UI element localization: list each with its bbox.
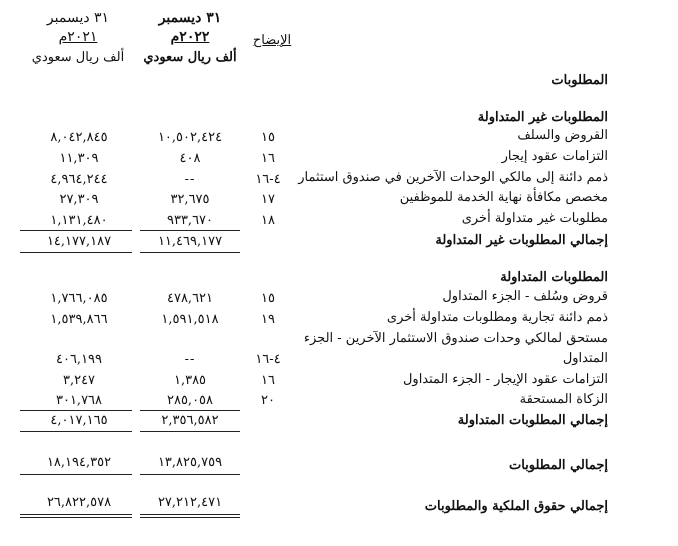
- row-value-2022: ٤٠٨: [179, 151, 201, 166]
- total-rule-2022: [140, 252, 240, 253]
- row-label-continued: المتداول: [562, 351, 608, 366]
- total-rule-2022: [140, 431, 240, 432]
- row-label: القروض والسلف: [517, 128, 608, 143]
- col-2022-year: ٢٠٢٢م: [170, 29, 210, 45]
- grand-total-label: إجمالي حقوق الملكية والمطلوبات: [424, 499, 608, 514]
- row-note: ١٦: [261, 151, 275, 166]
- non-current-total-2022: ١١,٤٦٩,١٧٧: [157, 234, 223, 249]
- row-value-2022: ٣٢,٦٧٥: [170, 192, 210, 207]
- row-value-2022: --: [184, 172, 196, 187]
- row-note: ١٥: [261, 291, 275, 306]
- col-2021-year: ٢٠٢١م: [58, 29, 98, 45]
- row-label: التزامات عقود إيجار: [501, 149, 608, 164]
- row-value-2022: --: [184, 352, 196, 367]
- grand-total-double-rule-2022: [140, 514, 240, 518]
- row-label: قروض وسُلف - الجزء المتداول: [442, 289, 608, 304]
- row-label: مطلوبات غير متداولة أخرى: [461, 211, 608, 226]
- row-note: ٤-١٦: [255, 172, 281, 187]
- col-2022-date: ٣١ ديسمبر: [158, 10, 222, 26]
- row-value-2021: ١١,٣٠٩: [59, 151, 99, 166]
- subtotal-rule-2021: [20, 410, 132, 411]
- col-2022-unit: ألف ريال سعودي: [143, 50, 237, 65]
- row-value-2022: ١,٥٩١,٥١٨: [161, 312, 219, 327]
- row-label: ذمم دائنة إلى مالكي الوحدات الآخرين في صندوق استثمار: [298, 170, 608, 185]
- row-value-2021: ٣٠١,٧٦٨: [55, 393, 103, 408]
- row-label: الزكاة المستحقة: [519, 392, 608, 407]
- row-value-2021: ٣,٢٤٧: [62, 373, 96, 388]
- row-value-2021: ١,٥٣٩,٨٦٦: [50, 312, 108, 327]
- subtotal-rule-2022: [140, 230, 240, 231]
- row-note: ١٦: [261, 373, 275, 388]
- row-label: ذمم دائنة تجارية ومطلوبات متداولة أخرى: [386, 310, 608, 325]
- col-2021-unit: ألف ريال سعودي: [31, 50, 125, 65]
- row-value-2022: ٩٣٣,٦٧٠: [166, 213, 214, 228]
- row-value-2022: ٢٨٥,٠٥٨: [166, 393, 214, 408]
- row-note: ١٥: [261, 130, 275, 145]
- total-liabilities-label: إجمالي المطلوبات: [508, 458, 608, 473]
- row-label: مخصص مكافأة نهاية الخدمة للموظفين: [399, 190, 608, 205]
- row-note: ١٩: [261, 312, 275, 327]
- grand-total-2021: ٢٦,٨٢٢,٥٧٨: [46, 495, 112, 510]
- current-heading: المطلوبات المتداولة: [500, 270, 608, 285]
- total-liabilities-rule-2021: [20, 474, 132, 475]
- row-value-2022: ١٠,٥٠٢,٤٢٤: [157, 130, 223, 145]
- grand-total-double-rule-2021: [20, 514, 132, 518]
- current-total-label: إجمالي المطلوبات المتداولة: [457, 413, 608, 428]
- total-liabilities-rule-2022: [140, 474, 240, 475]
- total-liabilities-2022: ١٣,٨٢٥,٧٥٩: [157, 455, 223, 470]
- row-value-2021: ١,١٣١,٤٨٠: [50, 213, 108, 228]
- subtotal-rule-2021: [20, 230, 132, 231]
- total-liabilities-2021: ١٨,١٩٤,٣٥٢: [46, 455, 112, 470]
- current-total-2021: ٤,٠١٧,١٦٥: [50, 413, 108, 428]
- col-2021-date: ٣١ ديسمبر: [46, 10, 110, 26]
- current-total-2022: ٢,٣٥٦,٥٨٢: [161, 413, 219, 428]
- row-value-2022: ٤٧٨,٦٢١: [166, 291, 214, 306]
- total-rule-2021: [20, 252, 132, 253]
- row-note: ٢٠: [261, 393, 275, 408]
- note-header: الإيضاح: [252, 33, 292, 48]
- non-current-total-2021: ١٤,١٧٧,١٨٧: [46, 234, 112, 249]
- non-current-heading: المطلوبات غير المتداولة: [477, 110, 608, 125]
- row-value-2021: ٤٠٦,١٩٩: [55, 352, 103, 367]
- subtotal-rule-2022: [140, 410, 240, 411]
- row-value-2022: ١,٣٨٥: [173, 373, 207, 388]
- total-rule-2021: [20, 431, 132, 432]
- row-label: التزامات عقود الإيجار - الجزء المتداول: [402, 372, 608, 387]
- row-value-2021: ١,٧٦٦,٠٨٥: [50, 291, 108, 306]
- row-note: ١٨: [261, 213, 275, 228]
- row-value-2021: ٨,٠٤٢,٨٤٥: [50, 130, 108, 145]
- row-note: ١٧: [261, 192, 275, 207]
- row-note: ٤-١٦: [255, 352, 281, 367]
- row-value-2021: ٢٧,٣٠٩: [59, 192, 99, 207]
- non-current-total-label: إجمالي المطلوبات غير المتداولة: [435, 233, 608, 248]
- row-value-2021: ٤,٩٦٤,٢٤٤: [50, 172, 108, 187]
- grand-total-2022: ٢٧,٢١٢,٤٧١: [157, 495, 223, 510]
- row-label: مستحق لمالكي وحدات صندوق الاستثمار الآخرين - الجزء: [303, 331, 608, 346]
- section-title: المطلوبات: [551, 73, 608, 88]
